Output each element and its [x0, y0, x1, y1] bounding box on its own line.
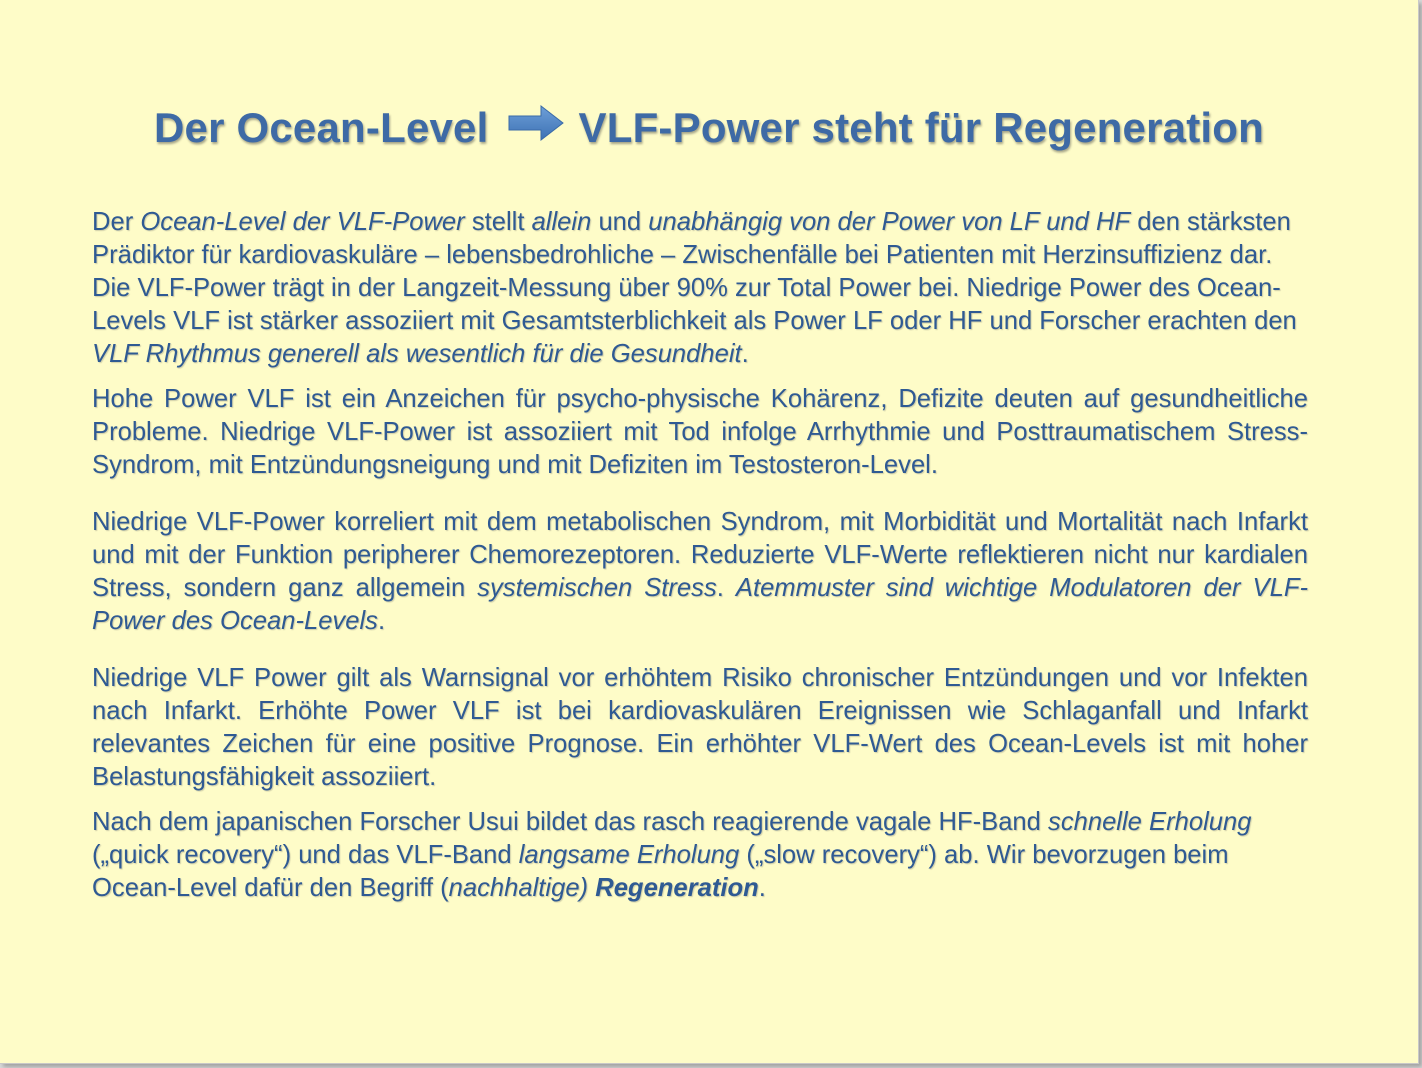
paragraph-5 — [92, 806, 1308, 905]
p3-italic: Atemmuster sind wichtige Modulatoren der VLF-Power des Ocean-Levels — [92, 574, 1308, 635]
p5-italic: nachhaltige) — [448, 874, 589, 902]
p5-italic: langsame Erholung — [518, 841, 740, 869]
p1-italic: VLF Rhythmus generell als wesentlich für die Gesundheit — [92, 340, 742, 368]
p5-text: Nach dem japanischen Forscher Usui bildet das rasch reagierende vagale HF-Band — [92, 808, 1049, 836]
paragraph-2 — [92, 383, 1308, 482]
p4-text: Niedrige VLF Power gilt als Warnsignal vor erhöhtem Risiko chronischer Entzündungen und vor Infekten nach Infarkt. Erhöhte Power VLF ist bei kardiovaskulären Ereignissen wie Schlaganfall und Infarkt relevantes Zeichen für eine positive Prognose. Ein erhöhter VLF-Wert des Ocean-Levels ist mit hoher Belastungsfähigkeit assoziiert. — [92, 664, 1308, 791]
p3-text: Niedrige VLF-Power korreliert mit dem metabolischen Syndrom, mit Morbidität und Mortalität nach Infarkt und mit der Funktion peripherer Chemorezeptoren. Reduzierte VLF-Werte reflektieren nicht nur kardialen Stress, sondern ganz allgemein — [92, 508, 1308, 602]
p1-text: den stärksten Prädiktor für kardiovaskuläre – lebensbedrohliche – Zwischenfälle bei Patienten mit Herzinsuffizienz dar. Die VLF-Power trägt in der Langzeit-Messung über 90% zur Total Power bei. Niedrige Power des Ocean-Levels VLF ist stärker assoziiert mit Gesamtsterblichkeit als Power LF oder HF und Forscher erachten den — [92, 208, 1297, 335]
p1-text: . — [741, 340, 749, 368]
paragraph-3 — [92, 506, 1308, 638]
title-right: VLF-Power steht für Regeneration — [578, 104, 1264, 151]
p1-text: und — [591, 208, 649, 236]
title-left: Der Ocean-Level — [154, 104, 489, 151]
right-arrow-icon — [507, 103, 565, 153]
p1-italic: allein — [531, 208, 592, 236]
p2-text: Hohe Power VLF ist ein Anzeichen für psycho-physische Kohärenz, Defizite deuten auf gesundheitliche Probleme. Niedrige VLF-Power ist assoziiert mit Tod infolge Arrhythmie und Posttraumatischem Stress-Syndrom, mit Entzündungsneigung und mit Defiziten im Testosteron-Level. — [92, 385, 1308, 479]
p5-italic: schnelle Erholung — [1048, 808, 1252, 836]
p3-text: . — [377, 607, 386, 635]
slide-title — [0, 104, 1418, 156]
p5-bold-italic: Regeneration — [595, 874, 759, 902]
p1-text: Der — [92, 208, 141, 236]
p1-italic: Ocean-Level der VLF-Power — [140, 208, 465, 236]
p1-text: stellt — [464, 208, 532, 236]
p3-italic: systemischen Stress — [477, 574, 717, 602]
p5-text: („slow recovery“) ab. Wir bevorzugen beim Ocean-Level dafür den Begriff ( — [92, 841, 1229, 902]
body-text — [92, 206, 1308, 905]
paragraph-4 — [92, 662, 1308, 794]
p5-text: („quick recovery“) und das VLF-Band — [92, 841, 519, 869]
paragraph-1 — [92, 206, 1308, 371]
p3-text: . — [716, 574, 736, 602]
p1-italic: unabhängig von der Power von LF und HF — [648, 208, 1131, 236]
p5-text: . — [758, 874, 766, 902]
